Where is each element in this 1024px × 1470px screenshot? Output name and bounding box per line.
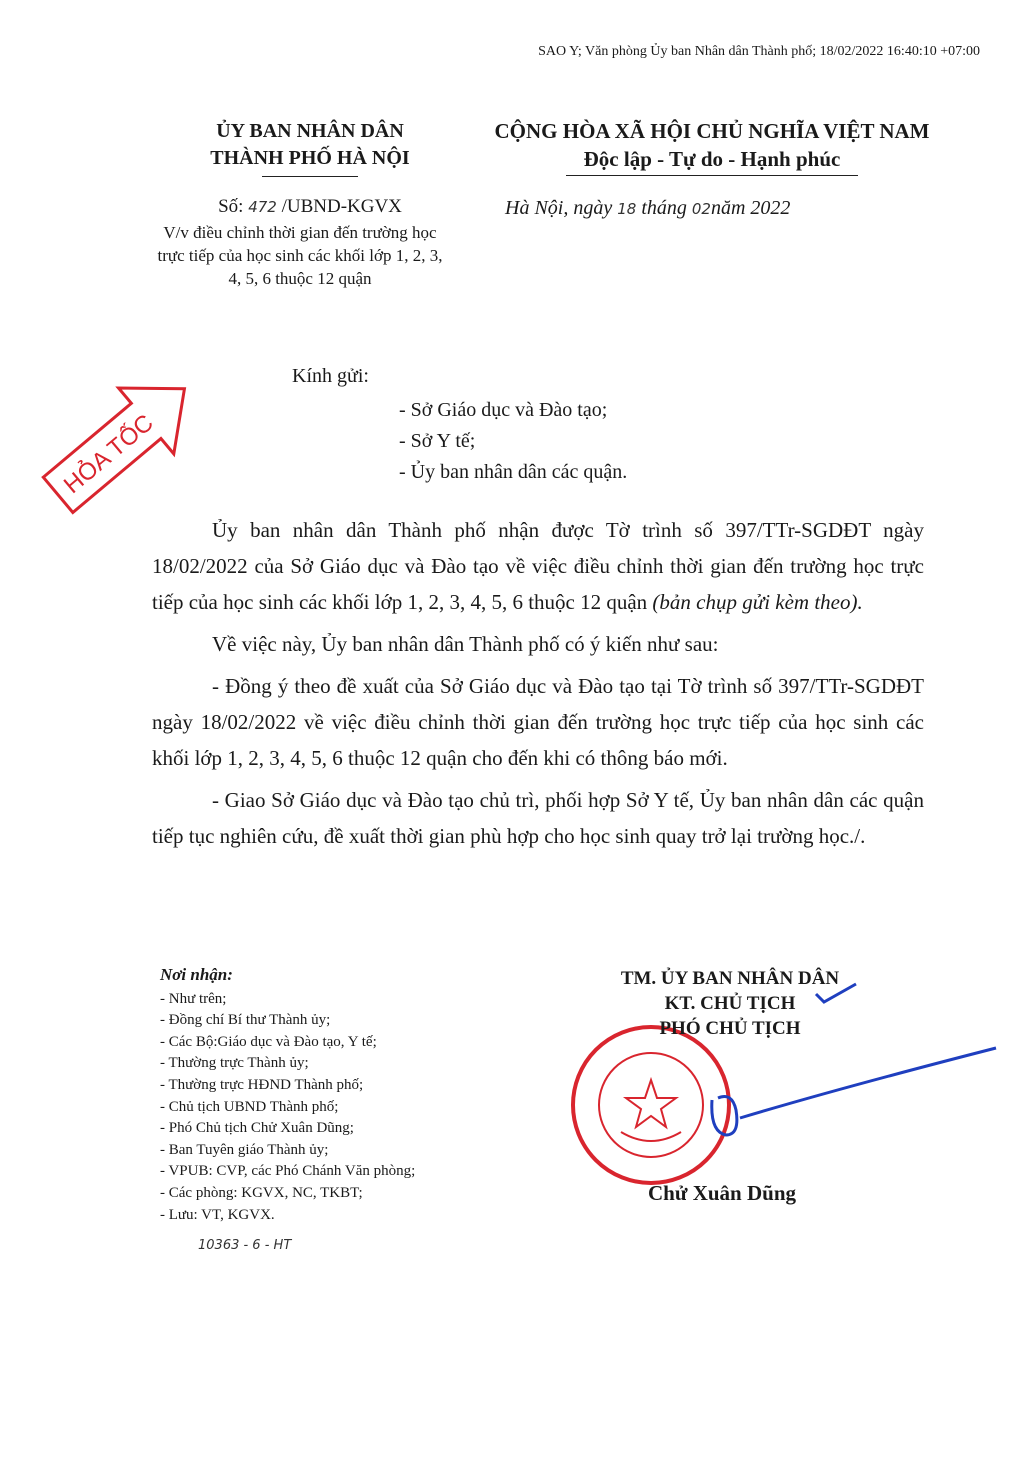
noi-nhan-heading: Nơi nhận:	[160, 965, 233, 984]
handwritten-note: 10363 - 6 - HT	[198, 1238, 292, 1253]
greeting: Kính gửi:	[292, 365, 369, 387]
place-date	[505, 197, 790, 220]
signer-name: Chử Xuân Dũng	[648, 1181, 796, 1205]
letter-body	[152, 512, 924, 854]
noi-nhan-item: - VPUB: CVP, các Phó Chánh Văn phòng;	[160, 1163, 416, 1180]
doc-number-prefix: Số:	[218, 196, 249, 217]
subject-line: V/v điều chỉnh thời gian đến trường học trực tiếp của học sinh các khối lớp 1, 2, 3, 4, 5, 6 thuộc 12 quận	[157, 223, 443, 288]
date-day: 18	[617, 200, 637, 218]
noi-nhan-item: - Các phòng: KGVX, NC, TKBT;	[160, 1184, 363, 1201]
issuer-line-1: ỦY BAN NHÂN DÂN	[216, 120, 404, 142]
recipient-item: - Sở Giáo dục và Đào tạo;	[399, 399, 608, 421]
signature-mark	[700, 1040, 1000, 1160]
noi-nhan-item: - Đồng chí Bí thư Thành ủy;	[160, 1012, 331, 1029]
date-month: 02	[691, 200, 711, 218]
seal-star-icon	[626, 1080, 676, 1127]
sign-line-2: KT. CHỦ TỊCH	[664, 993, 796, 1014]
noi-nhan-item: - Thường trực Thành ủy;	[160, 1055, 309, 1072]
nation-title: CỘNG HÒA XÃ HỘI CHỦ NGHĨA VIỆT NAM	[494, 119, 930, 143]
date-month-label: tháng	[636, 197, 692, 219]
nation-motto: Độc lập - Tự do - Hạnh phúc	[583, 147, 841, 171]
body-paragraph-2: Về việc này, Ủy ban nhân dân Thành phố có ý kiến như sau:	[212, 632, 719, 656]
date-year: năm 2022	[710, 197, 791, 219]
recipient-item: - Sở Y tế;	[399, 430, 476, 452]
recipient-item: - Ủy ban nhân dân các quận.	[399, 461, 628, 483]
doc-number	[150, 196, 470, 218]
nation-header	[432, 118, 992, 176]
body-p1-italic: (bản chụp gửi kèm theo).	[652, 590, 863, 614]
body-paragraph-1	[152, 512, 924, 620]
noi-nhan-item: - Chủ tịch UBND Thành phố;	[160, 1098, 339, 1115]
copy-note: SAO Y; Văn phòng Ủy ban Nhân dân Thành phố; 18/02/2022 16:40:10 +07:00	[538, 44, 980, 59]
noi-nhan-item: - Như trên;	[160, 990, 227, 1007]
noi-nhan-item: - Các Bộ:Giáo dục và Đào tạo, Y tế;	[160, 1033, 377, 1050]
sign-line-3: PHÓ CHỦ TỊCH	[659, 1018, 801, 1039]
urgent-stamp	[32, 352, 222, 522]
recipients-footer	[160, 964, 415, 1226]
noi-nhan-item: - Phó Chủ tịch Chử Xuân Dũng;	[160, 1120, 354, 1137]
noi-nhan-item: - Thường trực HĐND Thành phố;	[160, 1076, 364, 1093]
body-paragraph-3: - Đồng ý theo đề xuất của Sở Giáo dục và Đào tạo tại Tờ trình số 397/TTr-SGDĐT ngày 18/02/2022 về việc điều chỉnh thời gian đến trường học trực tiếp của học sinh các khối lớp 1, 2, 3, 4, 5, 6 thuộc 12 quận cho đến khi có thông báo mới.	[152, 674, 924, 770]
noi-nhan-item: - Lưu: VT, KGVX.	[160, 1206, 275, 1223]
motto-underline	[566, 175, 858, 176]
urgent-stamp-text: HỎA TỐC	[58, 409, 159, 500]
doc-number-suffix: /UBND-KGVX	[276, 196, 402, 217]
issuer-header	[150, 118, 470, 177]
recipient-list	[399, 395, 627, 488]
date-prefix: Hà Nội, ngày	[505, 197, 618, 219]
noi-nhan-item: - Ban Tuyên giáo Thành ủy;	[160, 1141, 329, 1158]
issuer-underline	[262, 176, 358, 177]
signature-block	[560, 966, 900, 1041]
sign-line-1: TM. ỦY BAN NHÂN DÂN	[620, 968, 840, 989]
body-p1-text: Ủy ban nhân dân Thành phố nhận được Tờ trình số 397/TTr-SGDĐT ngày 18/02/2022 của Sở Giáo dục và Đào tạo về việc điều chỉnh thời gian đến trường học trực tiếp của học sinh các khối lớp 1, 2, 3, 4, 5, 6 thuộc 12 quận	[152, 518, 924, 614]
issuer-line-2: THÀNH PHỐ HÀ NỘI	[210, 147, 410, 169]
doc-number-handwritten: 472	[248, 198, 277, 216]
body-paragraph-4: - Giao Sở Giáo dục và Đào tạo chủ trì, phối hợp Sở Y tế, Ủy ban nhân dân các quận tiếp tục nghiên cứu, đề xuất thời gian phù hợp cho học sinh quay trở lại trường học./.	[152, 788, 924, 848]
